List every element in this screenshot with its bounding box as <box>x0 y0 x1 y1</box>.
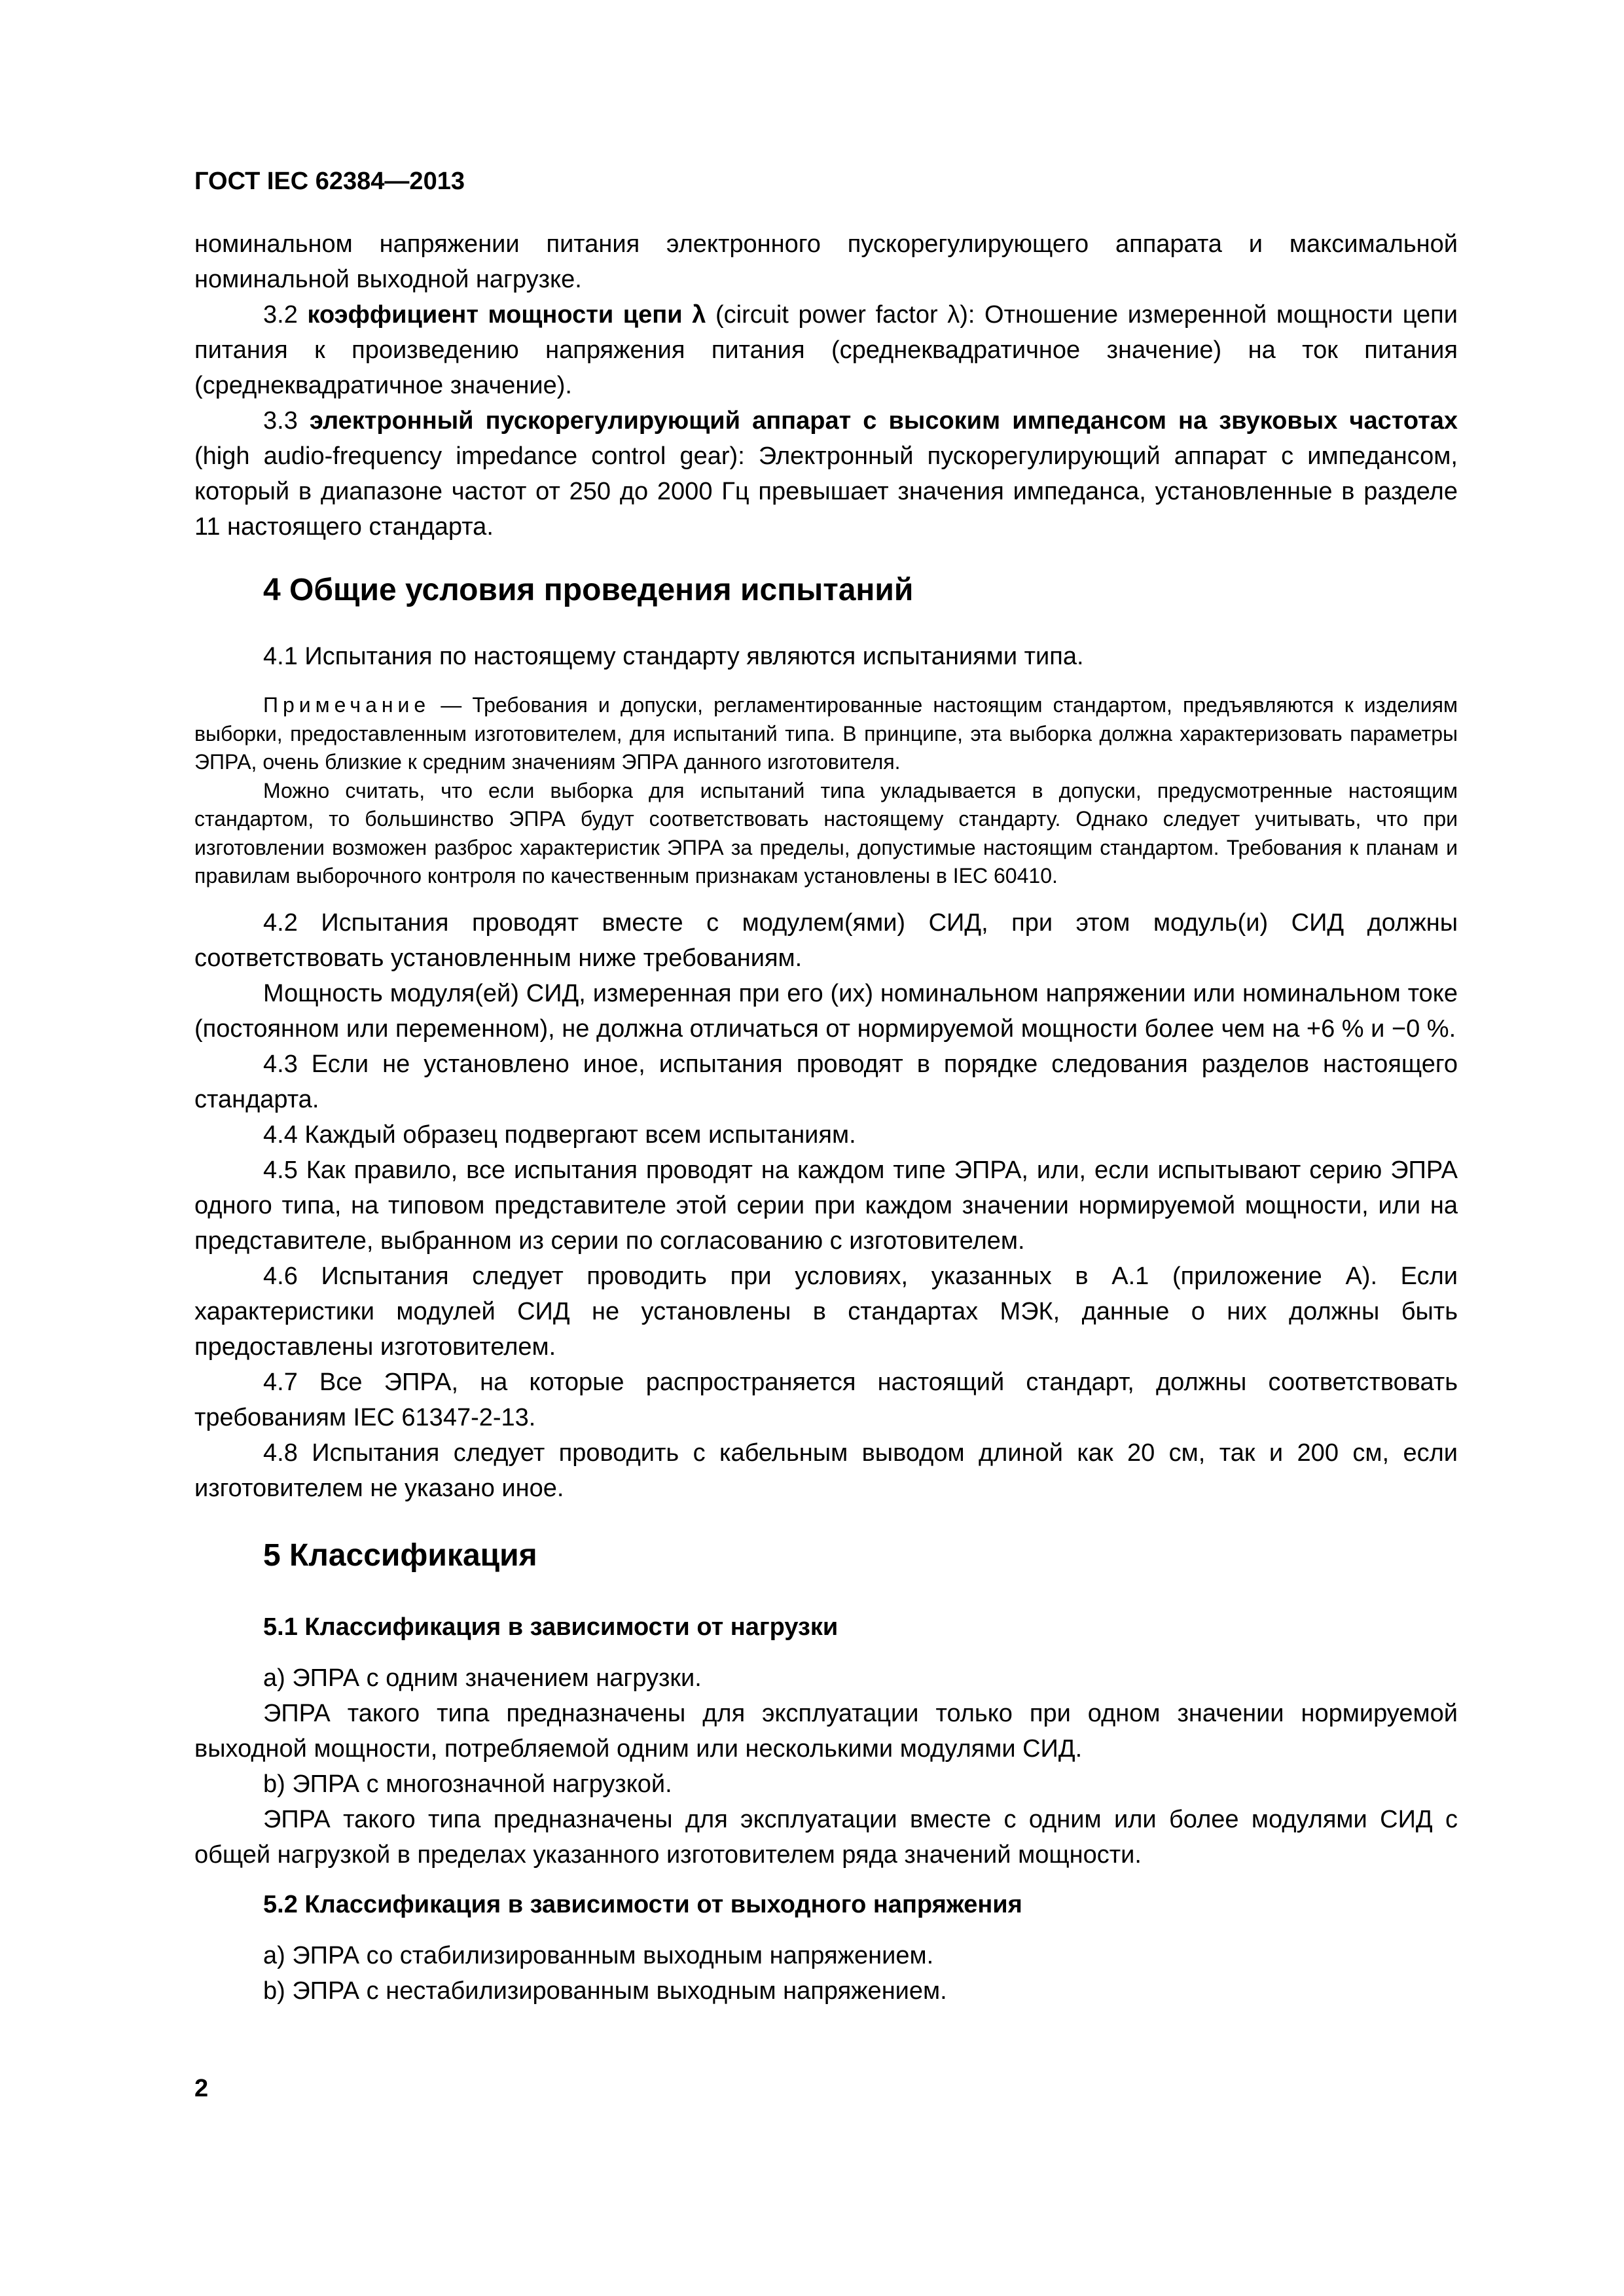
para-4-2: 4.2 Испытания проводят вместе с модулем(ями) СИД, при этом модуль(и) СИД должны соответствовать установленным ниже требованиям. <box>194 908 1458 972</box>
definition-3-3-term: электронный пускорегулирующий аппарат с высоким импедансом на звуковых частотах <box>309 407 1458 435</box>
para-4-3: 4.3 Если не установлено иное, испытания проводят в порядке следования разделов настоящего стандарта. <box>194 1050 1458 1113</box>
item-5-2-b: b) ЭПРА с нестабилизированным выходным напряжением. <box>263 1977 947 2005</box>
note-label: Примечание <box>263 693 431 717</box>
item-5-1-a-text: ЭПРА такого типа предназначены для эксплуатации только при одном значении нормируемой выходной мощности, потребляемой одним или несколькими модулями СИД. <box>194 1699 1458 1763</box>
definition-3-2 <box>194 297 1458 403</box>
item-5-1-a: а) ЭПРА с одним значением нагрузки. <box>263 1664 702 1692</box>
para-4-4: 4.4 Каждый образец подвергают всем испытаниям. <box>263 1121 856 1149</box>
para-4-1: 4.1 Испытания по настоящему стандарту являются испытаниями типа. <box>263 643 1084 670</box>
definition-3-2-number: 3.2 <box>263 301 308 329</box>
note-paragraph-1 <box>194 691 1458 777</box>
definition-3-2-term: коэффициент мощности цепи λ <box>307 301 706 329</box>
intro-continuation: номинальном напряжении питания электронного пускорегулирующего аппарата и максимальной номинальной выходной нагрузке. <box>194 230 1458 293</box>
definition-3-3 <box>194 403 1458 545</box>
definition-3-3-text: (high audio-frequency impedance control gear): Электронный пускорегулирующий аппарат с импедансом, который в диапазоне частот от 250 до 2000 Гц превышает значения импеданса, установленные в разделе 11 настоящего стандарта. <box>194 442 1458 541</box>
note-paragraph-2: Можно считать, что если выборка для испытаний типа укладывается в допуски, предусмотренные настоящим стандартом, то большинство ЭПРА будут соответствовать настоящему стандарту. Однако следует учитывать, что при изготовлении возможен разброс характеристик ЭПРА за пределы, допустимые настоящим стандартом. Требования к планам и правилам выборочного контроля по качественным признакам установлены в IEC 60410. <box>194 778 1458 888</box>
para-4-8: 4.8 Испытания следует проводить с кабельным выводом длиной как 20 см, так и 200 см, если изготовителем не указано иное. <box>194 1439 1458 1502</box>
item-5-1-b-text: ЭПРА такого типа предназначены для эксплуатации вместе с одним или более модулями СИД с общей нагрузкой в пределах указанного изготовителем ряда значений мощности. <box>194 1805 1458 1869</box>
para-4-6: 4.6 Испытания следует проводить при условиях, указанных в А.1 (приложение А). Если характеристики модулей СИД не установлены в стандартах МЭК, данные о них должны быть предоставлены изготовителем. <box>194 1262 1458 1361</box>
item-5-1-b: b) ЭПРА с многозначной нагрузкой. <box>263 1770 672 1798</box>
para-4-2-power: Мощность модуля(ей) СИД, измеренная при его (их) номинальном напряжении или номинальном токе (постоянном или переменном), не должна отличаться от нормируемой мощности более чем на +6 % и −0 %. <box>194 979 1458 1043</box>
para-4-7: 4.7 Все ЭПРА, на которые распространяется настоящий стандарт, должны соответствовать требованиям IEC 61347-2-13. <box>194 1368 1458 1431</box>
subsection-5-1-title: 5.1 Классификация в зависимости от нагрузки <box>263 1613 839 1641</box>
document-header-code: ГОСТ IEC 62384—2013 <box>194 168 465 195</box>
page-number: 2 <box>194 2075 209 2102</box>
section-4-title: 4 Общие условия проведения испытаний <box>263 573 914 607</box>
subsection-5-2-title: 5.2 Классификация в зависимости от выходного напряжения <box>263 1890 1022 1918</box>
note-text-1: — Требования и допуски, регламентированные настоящим стандартом, предъявляются к изделиям выборки, предоставленным изготовителем, для испытаний типа. В принципе, эта выборка должна характеризовать параметры ЭПРА, очень близкие к средним значениям ЭПРА данного изготовителя. <box>194 693 1458 774</box>
section-5-title: 5 Классификация <box>263 1537 537 1573</box>
definition-3-2-text: (circuit power factor λ): Отношение измеренной мощности цепи питания к произведению напряжения питания (среднеквадратичное значение) на ток питания (среднеквадратичное значение). <box>194 301 1458 399</box>
item-5-2-a: а) ЭПРА со стабилизированным выходным напряжением. <box>263 1941 934 1969</box>
document-page <box>194 164 1458 2009</box>
definition-3-3-number: 3.3 <box>263 407 310 435</box>
para-4-5: 4.5 Как правило, все испытания проводят на каждом типе ЭПРА, или, если испытывают серию ЭПРА одного типа, на типовом представителе этой серии при каждом значении нормируемой мощности, или на представителе, выбранном из серии по согласованию с изготовителем. <box>194 1156 1458 1255</box>
